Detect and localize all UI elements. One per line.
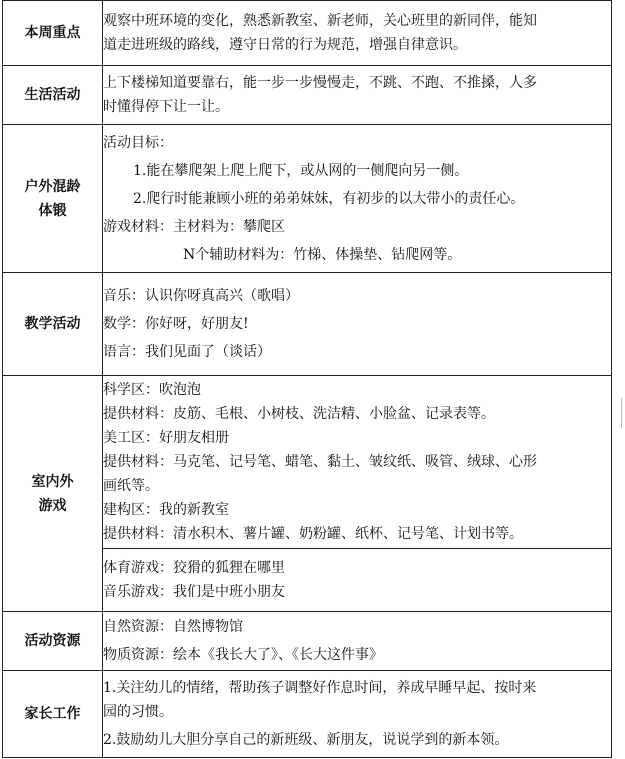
teaching-item: 音乐：认识你呀真高兴（歌唱）: [103, 288, 299, 304]
parents-content: [103, 671, 612, 758]
weekly-focus-line: 观察中班环境的变化，熟悉新教室、新老师，关心班里的新同伴，能知: [103, 13, 537, 29]
teaching-content: [103, 273, 612, 376]
outdoor-exercise-label-top: 户外混龄: [24, 178, 81, 195]
goal-item: 2.爬行时能兼顾小班的弟弟妹妹，有初步的以大带小的责任心。: [133, 190, 525, 207]
row-outdoor-exercise: [3, 125, 612, 273]
page-edge-marker: [621, 398, 625, 428]
resource-line: 物质资源：绘本《我长大了》、《长大这件事》: [103, 647, 383, 663]
row-weekly-focus: [3, 1, 612, 66]
games-outdoor-content: [103, 549, 612, 612]
daily-life-content: [103, 66, 612, 125]
resources-label: 活动资源: [3, 612, 103, 671]
goal-item: 1.能在攀爬架上爬上爬下，或从网的一侧爬向另一侧。: [133, 162, 469, 179]
row-resources: [3, 612, 612, 671]
row-teaching: [3, 273, 612, 376]
game-line: 提供材料：清水积木、薯片罐、奶粉罐、纸杯、记号笔、计划书等。: [103, 526, 523, 542]
teaching-item: 数学：你好呀，好朋友!: [103, 316, 249, 332]
resources-content: [103, 612, 612, 671]
aux-material: N个辅助材料为：竹梯、体操垫、钻爬网等。: [183, 246, 462, 263]
row-parents: [3, 671, 612, 758]
game-line: 画纸等。: [103, 478, 159, 494]
parents-line: 1.关注幼儿的情绪，帮助孩子调整好作息时间，养成早睡早起、按时来: [103, 680, 537, 696]
games-label: [3, 376, 103, 612]
game-line: 建构区：我的新教室: [103, 502, 229, 518]
games-label-top: 室内外: [31, 473, 74, 490]
row-games-indoor: [3, 376, 612, 549]
game-line: 美工区：好朋友相册: [103, 430, 229, 446]
weekly-focus-line: 道走进班级的路线，遵守日常的行为规范，增强自律意识。: [103, 37, 467, 53]
main-material: 游戏材料：主材料为：攀爬区: [103, 218, 285, 235]
games-label-bottom: 游戏: [38, 497, 67, 514]
weekly-focus-content: [103, 1, 612, 66]
parents-label: 家长工作: [3, 671, 103, 758]
daily-life-line: 上下楼梯知道要靠右，能一步一步慢慢走，不跳、不跑、不推搡，人多: [103, 75, 537, 91]
daily-life-label: 生活活动: [3, 66, 103, 125]
game-line: 科学区：吹泡泡: [103, 382, 201, 398]
game-line: 体育游戏：狡猾的狐狸在哪里: [103, 560, 285, 576]
teaching-label: 教学活动: [3, 273, 103, 376]
parents-line: 2.鼓励幼儿大胆分享自己的新班级、新朋友，说说学到的新本领。: [103, 732, 509, 748]
weekly-focus-label: 本周重点: [3, 1, 103, 66]
game-line: 音乐游戏：我们是中班小朋友: [103, 584, 285, 600]
outdoor-exercise-label-bottom: 体锻: [38, 202, 67, 219]
games-indoor-content: [103, 376, 612, 549]
daily-life-line: 时懂得停下让一让。: [103, 99, 229, 115]
resource-line: 自然资源：自然博物馆: [103, 619, 243, 635]
parents-line: 园的习惯。: [103, 704, 173, 720]
game-line: 提供材料：马克笔、记号笔、蜡笔、黏土、皱纹纸、吸管、绒球、心形: [103, 454, 537, 470]
outdoor-exercise-label: [3, 125, 103, 273]
outdoor-exercise-content: [103, 125, 612, 273]
row-daily-life: [3, 66, 612, 125]
game-line: 提供材料：皮筋、毛根、小树枝、洗洁精、小脸盆、记录表等。: [103, 406, 495, 422]
teaching-item: 语言：我们见面了（谈话）: [103, 344, 271, 360]
weekly-plan-table: [2, 0, 612, 758]
goal-title: 活动目标：: [103, 134, 173, 151]
